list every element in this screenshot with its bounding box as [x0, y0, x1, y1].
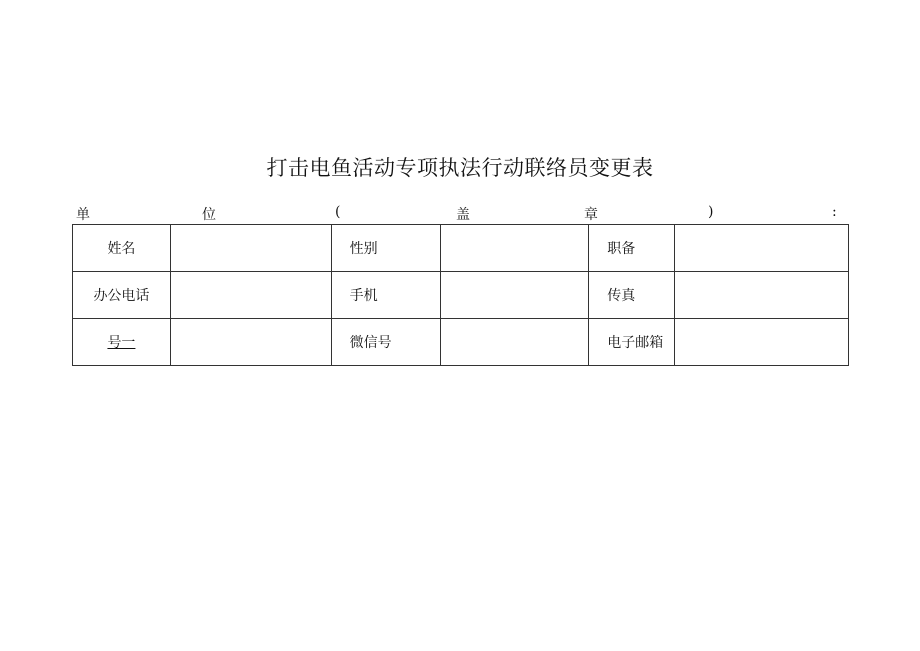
- email-label: 电子邮箱: [589, 319, 675, 366]
- name-field[interactable]: [170, 225, 331, 272]
- email-field[interactable]: [675, 319, 849, 366]
- unit-char-4: 盖: [456, 207, 470, 223]
- gender-field[interactable]: [440, 225, 589, 272]
- mobile-field[interactable]: [440, 272, 589, 319]
- position-field[interactable]: [675, 225, 849, 272]
- account-field[interactable]: [170, 319, 331, 366]
- unit-char-7: :: [832, 204, 837, 220]
- table-row: [73, 225, 849, 272]
- page-title: 打击电鱼活动专项执法行动联络员变更表: [266, 156, 654, 180]
- unit-char-3: (: [335, 204, 341, 220]
- fax-field[interactable]: [675, 272, 849, 319]
- account-label: 号一: [107, 335, 136, 351]
- wechat-field[interactable]: [440, 319, 589, 366]
- unit-char-6: ): [708, 204, 714, 220]
- name-label: 姓名: [73, 225, 171, 272]
- unit-char-5: 章: [584, 207, 598, 223]
- mobile-label: 手机: [331, 272, 440, 319]
- unit-char-2: 位: [202, 207, 216, 223]
- unit-seal-line: [72, 204, 848, 224]
- table-row: [73, 272, 849, 319]
- table-row: [73, 319, 849, 366]
- gender-label: 性别: [331, 225, 440, 272]
- office-phone-field[interactable]: [170, 272, 331, 319]
- fax-label: 传真: [589, 272, 675, 319]
- position-label: 职备: [589, 225, 675, 272]
- wechat-label: 微信号: [331, 319, 440, 366]
- office-phone-label: 办公电话: [73, 272, 171, 319]
- contact-form-table: [72, 224, 849, 366]
- unit-char-1: 单: [76, 207, 90, 223]
